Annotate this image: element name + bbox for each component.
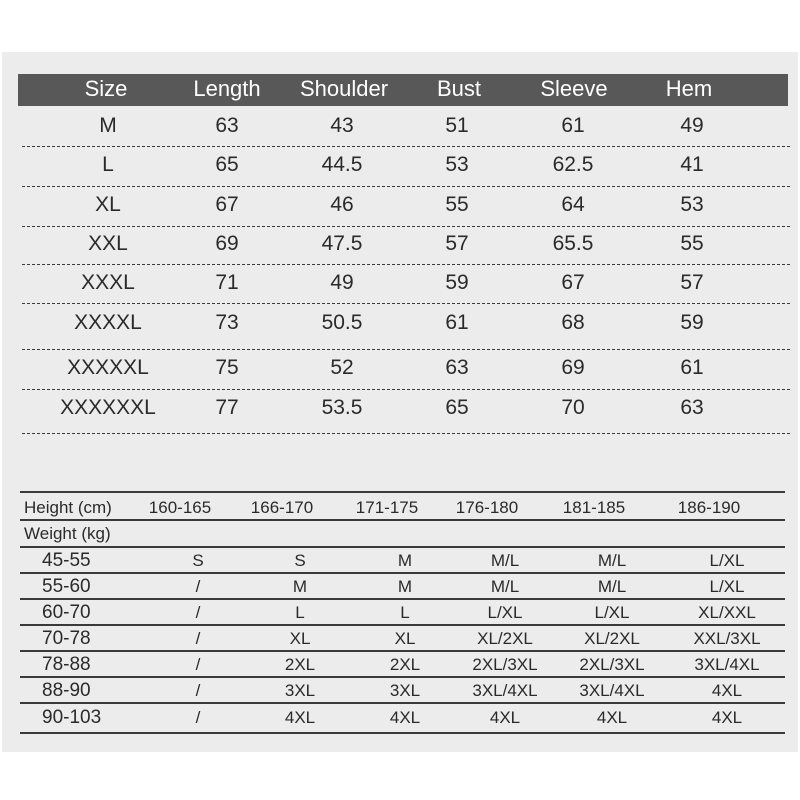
measurement-cell: 51: [445, 114, 469, 137]
recommended-size-cell: XL: [394, 629, 416, 648]
fit-table-rule: [20, 702, 785, 704]
measurement-cell: 67: [561, 271, 585, 294]
weight-range-cell: 88-90: [42, 680, 91, 701]
height-label: Height (cm): [24, 498, 112, 517]
measurement-cell: 69: [215, 232, 239, 255]
row-divider: [22, 349, 790, 350]
measurement-cell: 68: [561, 311, 585, 334]
recommended-size-cell: XXL/3XL: [693, 629, 761, 648]
fit-table-rule: [20, 650, 785, 652]
recommended-size-cell: XL/XXL: [698, 603, 756, 622]
size-label: XXXXL: [74, 311, 142, 334]
measurement-cell: 77: [215, 396, 239, 419]
recommended-size-cell: M/L: [490, 551, 520, 570]
size-label: XXXXXL: [67, 356, 149, 379]
measurement-cell: 63: [445, 356, 469, 379]
measurement-cell: 69: [561, 356, 585, 379]
fit-table-rule: [20, 624, 785, 626]
recommended-size-cell: M: [397, 577, 413, 596]
measurement-cell: 55: [445, 193, 469, 216]
recommended-size-cell: /: [195, 655, 201, 674]
weight-range-cell: 45-55: [42, 550, 91, 571]
measurement-cell: 41: [680, 153, 704, 176]
recommended-size-cell: 3XL/4XL: [472, 681, 538, 700]
row-divider: [22, 226, 790, 227]
measurement-cell: 44.5: [321, 153, 363, 176]
recommended-size-cell: L: [400, 603, 410, 622]
measurement-cell: 61: [680, 356, 704, 379]
size-label: L: [102, 153, 114, 176]
measurement-cell: 55: [680, 232, 704, 255]
height-range-cell: 176-180: [455, 498, 519, 517]
size-label: M: [99, 114, 117, 137]
measurement-cell: 73: [215, 311, 239, 334]
fit-table-rule: [20, 546, 785, 548]
recommended-size-cell: M: [397, 551, 413, 570]
header-length: Length: [193, 76, 261, 101]
measurement-cell: 63: [680, 396, 704, 419]
size-label: XXL: [88, 232, 128, 255]
measurement-cell: 47.5: [321, 232, 363, 255]
header-bust: Bust: [436, 76, 482, 101]
recommended-size-cell: L/XL: [487, 603, 523, 622]
recommended-size-cell: /: [195, 681, 201, 700]
fit-table-rule: [20, 598, 785, 600]
measurement-cell: 61: [561, 114, 585, 137]
recommended-size-cell: L/XL: [709, 551, 745, 570]
row-divider: [22, 433, 790, 434]
recommended-size-cell: M/L: [597, 577, 627, 596]
measurement-cell: 65: [215, 153, 239, 176]
recommended-size-cell: M/L: [490, 577, 520, 596]
fit-table-rule: [20, 572, 785, 574]
size-label: XXXL: [81, 271, 135, 294]
measurement-cell: 59: [680, 311, 704, 334]
row-divider: [22, 186, 790, 187]
recommended-size-cell: 3XL/4XL: [579, 681, 645, 700]
height-range-cell: 160-165: [148, 498, 212, 517]
recommended-size-cell: 3XL: [389, 681, 421, 700]
recommended-size-cell: 3XL/4XL: [694, 655, 760, 674]
measurement-cell: 43: [330, 114, 354, 137]
recommended-size-cell: 2XL: [284, 655, 316, 674]
height-range-cell: 186-190: [677, 498, 741, 517]
recommended-size-cell: 4XL: [596, 708, 628, 727]
row-divider: [22, 146, 790, 147]
measurement-cell: 65: [445, 396, 469, 419]
measurement-cell: 63: [215, 114, 239, 137]
measurement-cell: 70: [561, 396, 585, 419]
header-shoulder: Shoulder: [299, 76, 389, 101]
size-chart-sheet: [2, 52, 798, 752]
recommended-size-cell: S: [294, 551, 306, 570]
recommended-size-cell: /: [195, 603, 201, 622]
fit-table-rule: [20, 732, 785, 734]
weight-range-cell: 78-88: [42, 654, 91, 675]
height-range-cell: 181-185: [562, 498, 626, 517]
row-divider: [22, 264, 790, 265]
measurement-cell: 49: [680, 114, 704, 137]
recommended-size-cell: S: [192, 551, 204, 570]
row-divider: [22, 303, 790, 304]
recommended-size-cell: L: [295, 603, 305, 622]
fit-table-top-rule: [20, 491, 785, 493]
weight-range-cell: 55-60: [42, 576, 91, 597]
recommended-size-cell: XL/2XL: [477, 629, 533, 648]
recommended-size-cell: 4XL: [711, 708, 743, 727]
recommended-size-cell: 2XL: [389, 655, 421, 674]
recommended-size-cell: /: [195, 629, 201, 648]
measurement-cell: 53: [680, 193, 704, 216]
size-label: XL: [95, 193, 121, 216]
measurement-cell: 53.5: [321, 396, 363, 419]
fit-table-rule: [20, 676, 785, 678]
weight-range-cell: 70-78: [42, 628, 91, 649]
recommended-size-cell: 2XL/3XL: [472, 655, 538, 674]
measurement-cell: 62.5: [552, 153, 594, 176]
measurement-cell: 61: [445, 311, 469, 334]
recommended-size-cell: 4XL: [711, 681, 743, 700]
recommended-size-cell: L/XL: [594, 603, 630, 622]
recommended-size-cell: 3XL: [284, 681, 316, 700]
recommended-size-cell: M: [292, 577, 308, 596]
header-size: Size: [84, 76, 128, 101]
recommended-size-cell: /: [195, 708, 201, 727]
recommended-size-cell: 2XL/3XL: [579, 655, 645, 674]
measurement-cell: 46: [330, 193, 354, 216]
measurement-cell: 71: [215, 271, 239, 294]
height-range-cell: 166-170: [250, 498, 314, 517]
measurement-cell: 50.5: [321, 311, 363, 334]
measurement-cell: 57: [445, 232, 469, 255]
size-label: XXXXXXL: [60, 396, 156, 419]
weight-range-cell: 90-103: [42, 707, 102, 728]
size-table-header: [18, 74, 788, 106]
measurement-cell: 59: [445, 271, 469, 294]
weight-range-cell: 60-70: [42, 602, 91, 623]
recommended-size-cell: 4XL: [284, 708, 316, 727]
measurement-cell: 53: [445, 153, 469, 176]
header-hem: Hem: [665, 76, 713, 101]
recommended-size-cell: 4XL: [389, 708, 421, 727]
measurement-cell: 57: [680, 271, 704, 294]
weight-label: Weight (kg): [24, 524, 111, 543]
recommended-size-cell: /: [195, 577, 201, 596]
measurement-cell: 64: [561, 193, 585, 216]
measurement-cell: 67: [215, 193, 239, 216]
height-range-cell: 171-175: [355, 498, 419, 517]
row-divider: [22, 389, 790, 390]
recommended-size-cell: 4XL: [489, 708, 521, 727]
recommended-size-cell: L/XL: [709, 577, 745, 596]
recommended-size-cell: XL: [289, 629, 311, 648]
recommended-size-cell: M/L: [597, 551, 627, 570]
measurement-cell: 49: [330, 271, 354, 294]
measurement-cell: 75: [215, 356, 239, 379]
recommended-size-cell: XL/2XL: [584, 629, 640, 648]
header-sleeve: Sleeve: [540, 76, 608, 101]
fit-table-rule: [20, 519, 785, 521]
measurement-cell: 65.5: [552, 232, 594, 255]
measurement-cell: 52: [330, 356, 354, 379]
